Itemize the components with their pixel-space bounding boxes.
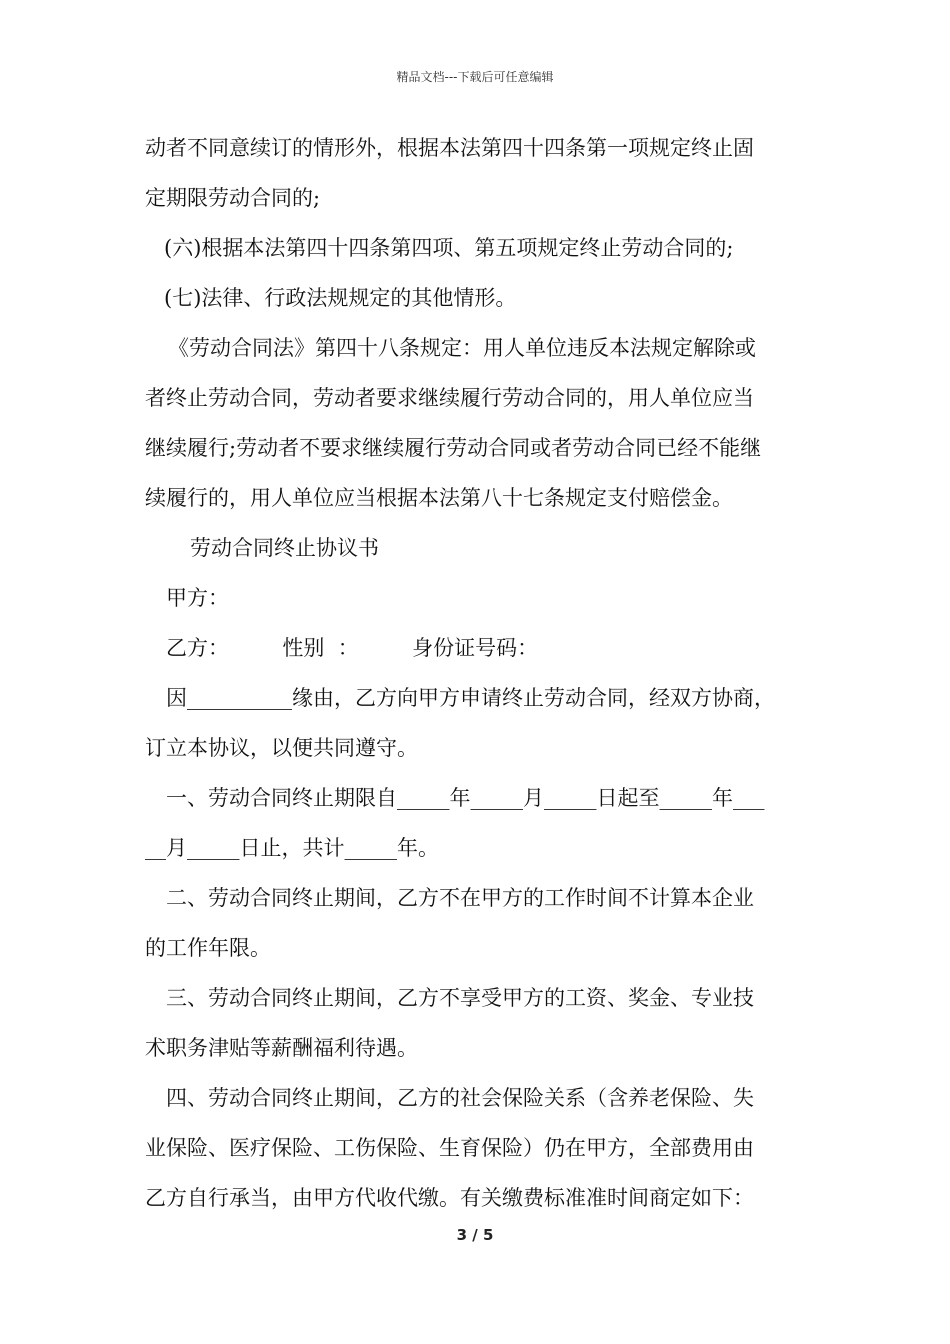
clause-3: 三、劳动合同终止期间，乙方不享受甲方的工资、奖金、专业技	[166, 986, 754, 1010]
body-line: 《劳动合同法》第四十八条规定：用人单位违反本法规定解除或	[168, 336, 756, 360]
body-line: 定期限劳动合同的;	[145, 186, 321, 210]
clause-2: 二、劳动合同终止期间，乙方不在甲方的工作时间不计算本企业	[166, 886, 754, 910]
body-line: 者终止劳动合同，劳动者要求继续履行劳动合同的，用人单位应当	[145, 386, 754, 410]
body-line: 继续履行;劳动者不要求继续履行劳动合同或者劳动合同已经不能继	[145, 436, 762, 460]
agreement-title: 劳动合同终止协议书	[190, 536, 379, 560]
body-line: 续履行的，用人单位应当根据本法第八十七条规定支付赔偿金。	[145, 486, 733, 510]
body-line: 的工作年限。	[145, 936, 271, 960]
body-line: 术职务津贴等薪酬福利待遇。	[145, 1036, 418, 1060]
body-line: 乙方自行承当，由甲方代收代缴。有关缴费标准准时间商定如下：	[145, 1186, 754, 1210]
body-line: 因__________缘由，乙方向甲方申请终止劳动合同，经双方协商，	[166, 686, 775, 710]
body-line: (七)法律、行政法规规定的其他情形。	[164, 286, 517, 310]
clause-1: 一、劳动合同终止期限自_____年_____月_____日起至_____年___	[166, 786, 765, 810]
party-b-line: 乙方： 性别 ： 身份证号码：	[166, 636, 539, 660]
body-line: __月_____日止，共计_____年。	[145, 836, 439, 860]
body-line: (六)根据本法第四十四条第四项、第五项规定终止劳动合同的;	[164, 236, 734, 260]
body-line: 业保险、医疗保险、工伤保险、生育保险）仍在甲方，全部费用由	[145, 1136, 754, 1160]
clause-4: 四、劳动合同终止期间，乙方的社会保险关系（含养老保险、失	[166, 1086, 754, 1110]
page-number: 3 / 5	[456, 1226, 494, 1244]
body-line: 动者不同意续订的情形外，根据本法第四十四条第一项规定终止固	[145, 136, 754, 160]
party-a-line: 甲方：	[166, 586, 229, 610]
page-header: 精品文档---下载后可任意编辑	[396, 70, 554, 84]
body-line: 订立本协议，以便共同遵守。	[145, 736, 418, 760]
